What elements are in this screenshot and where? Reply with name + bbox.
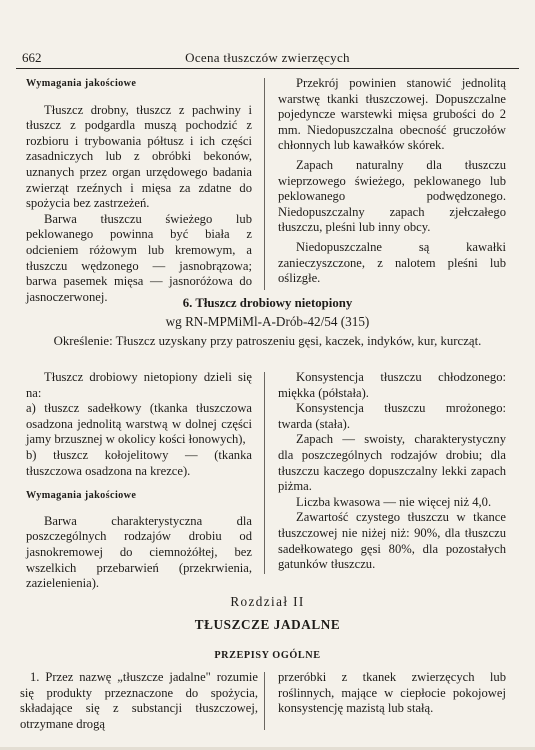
paragraph: Zapach naturalny dla tłuszczu wieprzowego świeżego, peklowanego lub peklowanego podwędzonego. Niedopuszczalny zapach zjełczałego tłuszczu, pleśni lub inny obcy. xyxy=(278,157,506,235)
page-header xyxy=(16,48,519,69)
column-divider xyxy=(264,372,265,574)
paragraph: Zapach — swoisty, charakterystyczny dla poszczególnych rodzajów drobiu; dla tłuszczu kaczego dopuszczalny lekki zapach piżma. xyxy=(278,432,506,494)
list-item-text: — (tkanka tłuszczowa osadzona na krezce). xyxy=(26,447,252,478)
section-title: 6. Tłuszcz drobiowy nietopiony xyxy=(182,296,353,310)
right-column-middle xyxy=(278,370,506,573)
left-column-top xyxy=(26,76,252,305)
paragraph: 1. Przez nazwę „tłuszcze jadalne" rozumie się produkty przeznaczone do spożycia, składające się z substancji tłuszczowej, otrzymane drogą xyxy=(20,670,258,731)
section-standard: wg RN-MPMiMl-A-Drób-42/54 (315) xyxy=(165,314,370,329)
right-column-bottom xyxy=(278,670,506,717)
paragraph: Przekrój powinien stanowić jednolitą warstwę tkanki tłuszczowej. Dopuszczalne pojedyncze warstewki mięsa grubości do 2 mm. Niedopuszczalna obecność gruczołów chłonnych lub kawałków skórek. xyxy=(278,76,506,153)
paragraph: Tłuszcz drobiowy nietopiony dzieli się na: xyxy=(26,370,252,400)
quality-requirements-heading: Wymagania jakościowe xyxy=(26,490,137,502)
chapter-title: TŁUSZCZE JADALNE xyxy=(194,617,341,632)
paragraph: Liczba kwasowa — nie więcej niż 4,0. xyxy=(296,494,492,509)
paragraph: Niedopuszczalne są kawałki zanieczyszczone, z nalotem pleśni lub oślizgłe. xyxy=(278,239,506,286)
paragraph: Barwa tłuszczu świeżego lub peklowanego powinna być biała z odcieniem różowym lub kremowym, a tłuszczu wędzonego — jasnobrązowa; barwa pasemek mięsa — jasnoróżowa do jasnoczerwonej. xyxy=(26,211,252,304)
page-number: 662 xyxy=(22,50,42,65)
left-column-bottom xyxy=(20,670,258,732)
paragraph: przeróbki z tkanek zwierzęcych lub roślinnych, mające w ciepłocie pokojowej konsystencję mazistą lub stałą. xyxy=(278,670,506,716)
list-item xyxy=(26,401,252,448)
list-item-label: a) tłuszcz sadełkowy xyxy=(26,401,142,416)
section-definition: Określenie: Tłuszcz uzyskany przy patroszeniu gęsi, kaczek, indyków, kur, kurcząt. xyxy=(53,334,482,348)
paragraph: Barwa charakterystyczna dla poszczególnych rodzajów drobiu od jasnokremowej do ciemnożółtej, bez wszelkich przebarwień (przekrwienia, zazielenienia). xyxy=(26,513,252,591)
column-divider xyxy=(264,78,265,290)
right-column-top xyxy=(278,76,506,287)
quality-requirements-heading: Wymagania jakościowe xyxy=(26,78,137,89)
left-column-middle xyxy=(26,370,252,592)
general-rules-heading: PRZEPISY OGÓLNE xyxy=(214,650,321,661)
chapter-label: Rozdział II xyxy=(230,594,305,609)
paragraph: Tłuszcz drobny, tłuszcz z pachwiny i tłuszcz z podgardla muszą pochodzić z rozbioru i trybowania półtusz i ich części zasadniczych lub z obróbki bekonów, uznanych przez organ urzędowego badania zwierząt rzeźnych i mięsa za zdatne do spożycia bez zastrzeżeń. xyxy=(26,102,252,211)
list-item xyxy=(26,448,252,479)
paragraph: Konsystencja tłuszczu chłodzonego: miękka (półstała). xyxy=(278,370,506,400)
list-item-text: (tkanka tłuszczowa osadzona jednolitą warstwą w dolnej części jamy brzusznej w okolicy kości łonowych), xyxy=(26,401,252,447)
running-title: Ocena tłuszczów zwierzęcych xyxy=(185,50,350,65)
column-divider xyxy=(264,672,265,730)
paragraph: Konsystencja tłuszczu mrożonego: twarda (stała). xyxy=(278,401,506,431)
paragraph: Zawartość czystego tłuszczu w tkance tłuszczowej nie niżej niż: 90%, dla tłuszczu sadełkowatego gęsi 80%, dla pozostałych gatunków tłuszczu. xyxy=(278,510,506,572)
list-item-label: b) tłuszcz kołojelitowy xyxy=(26,447,169,462)
